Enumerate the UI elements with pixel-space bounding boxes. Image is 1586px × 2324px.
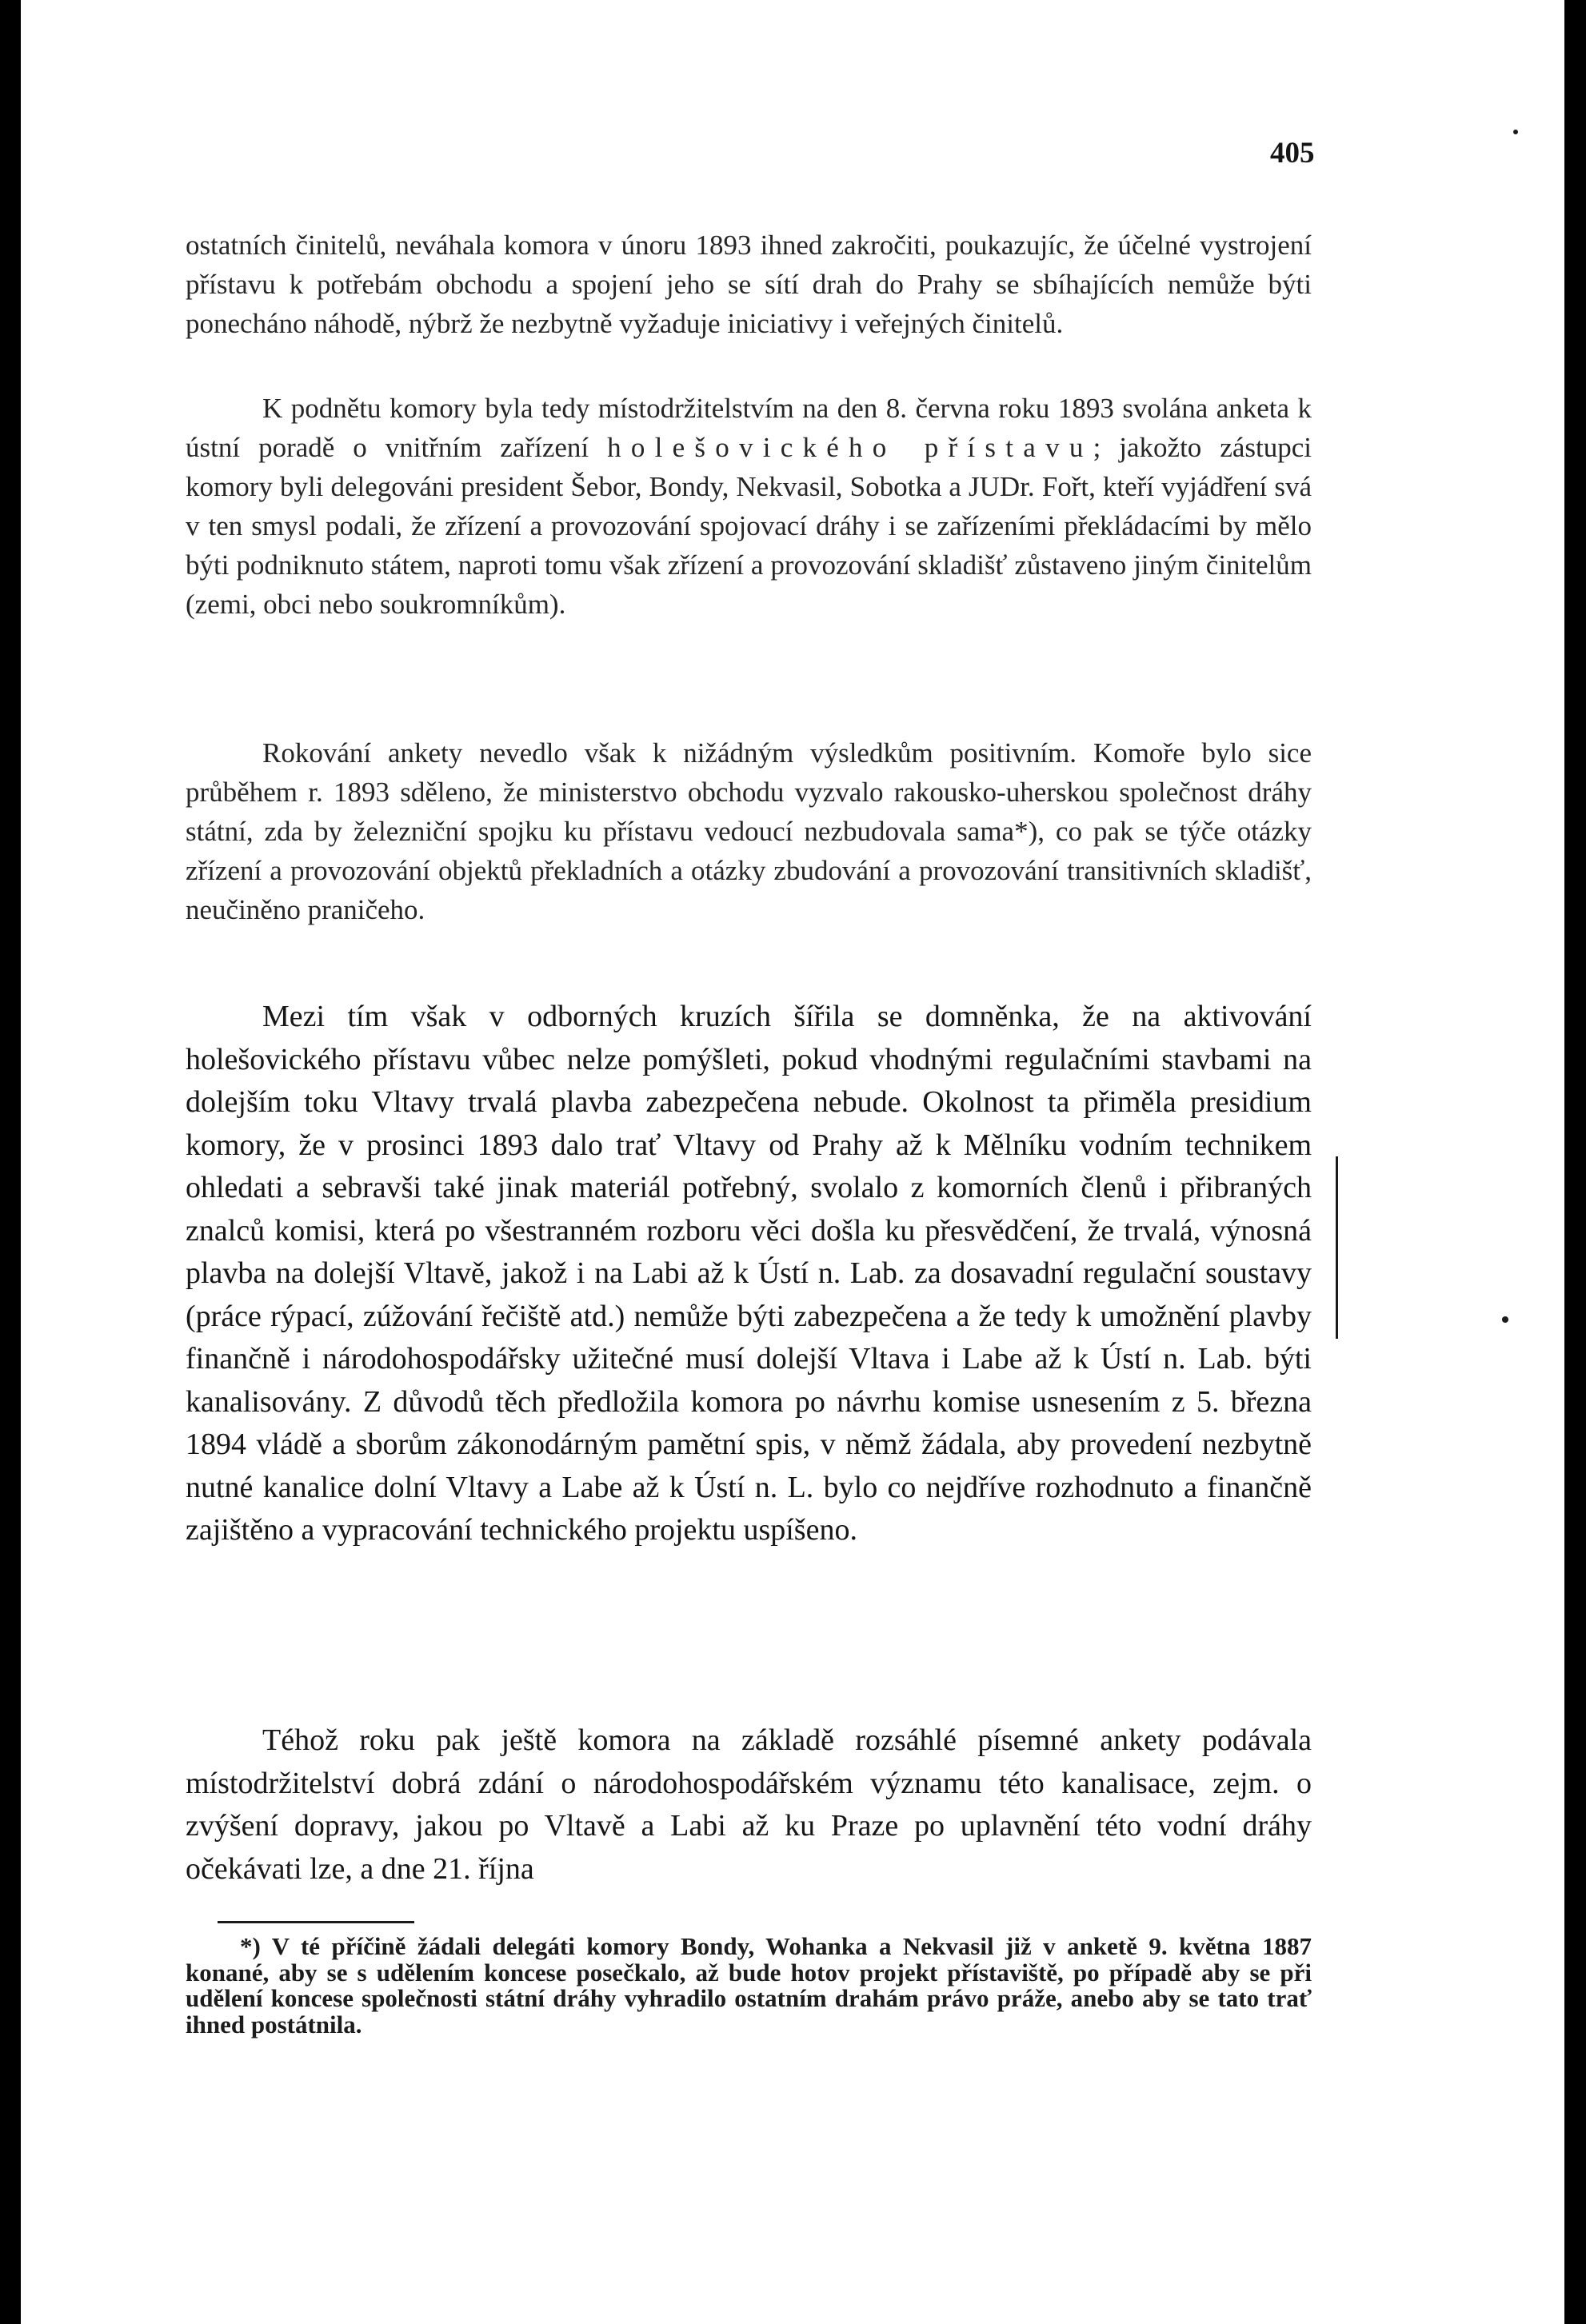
margin-line — [1336, 1156, 1338, 1339]
margin-dot — [1502, 1316, 1508, 1323]
scanned-page — [21, 0, 1564, 2324]
paragraph-text: Mezi tím však v odborných kruzích šířila se domněnka, že na aktivování holešovického přístavu vůbec nelze pomýšleti, pokud vhodnými regulačními stavbami na dolejším toku Vltavy trvalá plavba zabezpečena nebude. Okolnost ta přiměla presidium komory, že v prosinci 1893 dalo trať Vltavy od Prahy až k Mělníku vodním technikem ohledati a sebravši také jinak materiál potřebný, svolalo z komorních členů i přibraných znalců komisi, která po všestranném rozboru věci došla ku přesvědčení, že trvalá, výnosná plavba na dolejší Vltavě, jakož i na Labi až k Ústí n. Lab. za dosavadní regulační soustavy (práce rýpací, zúžování řečiště atd.) nemůže býti zabezpečena a že tedy k umožnění plavby finančně i národohospodářsky užitečné musí dolejší Vltava i Labe až k Ústí n. Lab. býti kanalisovány. Z důvodů těch předložila komora po návrhu komise usnesením z 5. března 1894 vládě a sborům zákonodárným pamětní spis, v němž žádala, aby provedení nezbytně nutné kanalice dolní Vltavy a Labe až k Ústí n. L. bylo co nejdříve rozhodnuto a finančně zajištěno a vypracování technického projektu uspíšeno. — [186, 1000, 1312, 1547]
body-paragraph-1 — [186, 226, 1312, 343]
scan-speck — [1513, 130, 1518, 134]
footnote-text: *) V té příčině žádali delegáti komory Bondy, Wohanka a Nekvasil již v anketě 9. května 1887 konané, aby se s udělením koncese posečkalo, až bude hotov projekt přístaviště, po případě aby se při udělení koncese společnosti státní dráhy vyhradilo ostatním drahám právo práže, anebo aby se tato trať ihned postátnila. — [186, 1932, 1312, 2038]
body-paragraph-5 — [186, 1719, 1312, 1891]
paragraph-text: Rokování ankety nevedlo však k nižádným výsledkům positivním. Komoře bylo sice průběhem r. 1893 sděleno, že ministerstvo obchodu vyzvalo rakousko-uherskou společnost dráhy státní, zda by železniční spojku ku přístavu vedoucí nezbudovala sama*), co pak se týče otázky zřízení a provozování objektů překladních a otázky zbudování a provozování transitivních skladišť, neučiněno praničeho. — [186, 737, 1312, 925]
paragraph-text: Téhož roku pak ještě komora na základě rozsáhlé písemné ankety podávala místodržitelství dobrá zdání o národohospodářském významu této kanalisace, zejm. o zvýšení dopravy, jakou po Vltavě a Labi až ku Praze po uplavnění této vodní dráhy očekávati lze, a dne 21. října — [186, 1723, 1312, 1886]
body-paragraph-2 — [186, 389, 1312, 624]
footnote-rule — [218, 1921, 414, 1923]
body-paragraph-4 — [186, 996, 1312, 1552]
footnote — [186, 1934, 1312, 2038]
paragraph-text: K podnětu komory byla tedy místodržitelstvím na den 8. června roku 1893 svolána anketa k ústní poradě o vnitřním zařízení holešovického přístavu; jakožto zástupci komory byli delegováni president Šebor, Bondy, Nekvasil, Sobotka a JUDr. Fořt, kteří vyjádření svá v ten smysl podali, že zřízení a provozování spojovací dráhy i se zařízeními překládacími by mělo býti podniknuto státem, naproti tomu však zřízení a provozování skladišť zůstaveno jiným činitelům (zemi, obci nebo soukromníkům). — [186, 393, 1312, 620]
spaced-emphasis: holešovického přístavu — [607, 432, 1093, 463]
paragraph-text: ostatních činitelů, neváhala komora v únoru 1893 ihned zakročiti, poukazujíc, že účelné vystrojení přístavu k potřebám obchodu a spojení jeho se sítí drah do Prahy se sbíhajících nemůže býti ponecháno náhodě, nýbrž že nezbytně vyžaduje iniciativy i veřejných činitelů. — [186, 230, 1312, 339]
page-number: 405 — [1270, 137, 1315, 170]
body-paragraph-3 — [186, 733, 1312, 929]
